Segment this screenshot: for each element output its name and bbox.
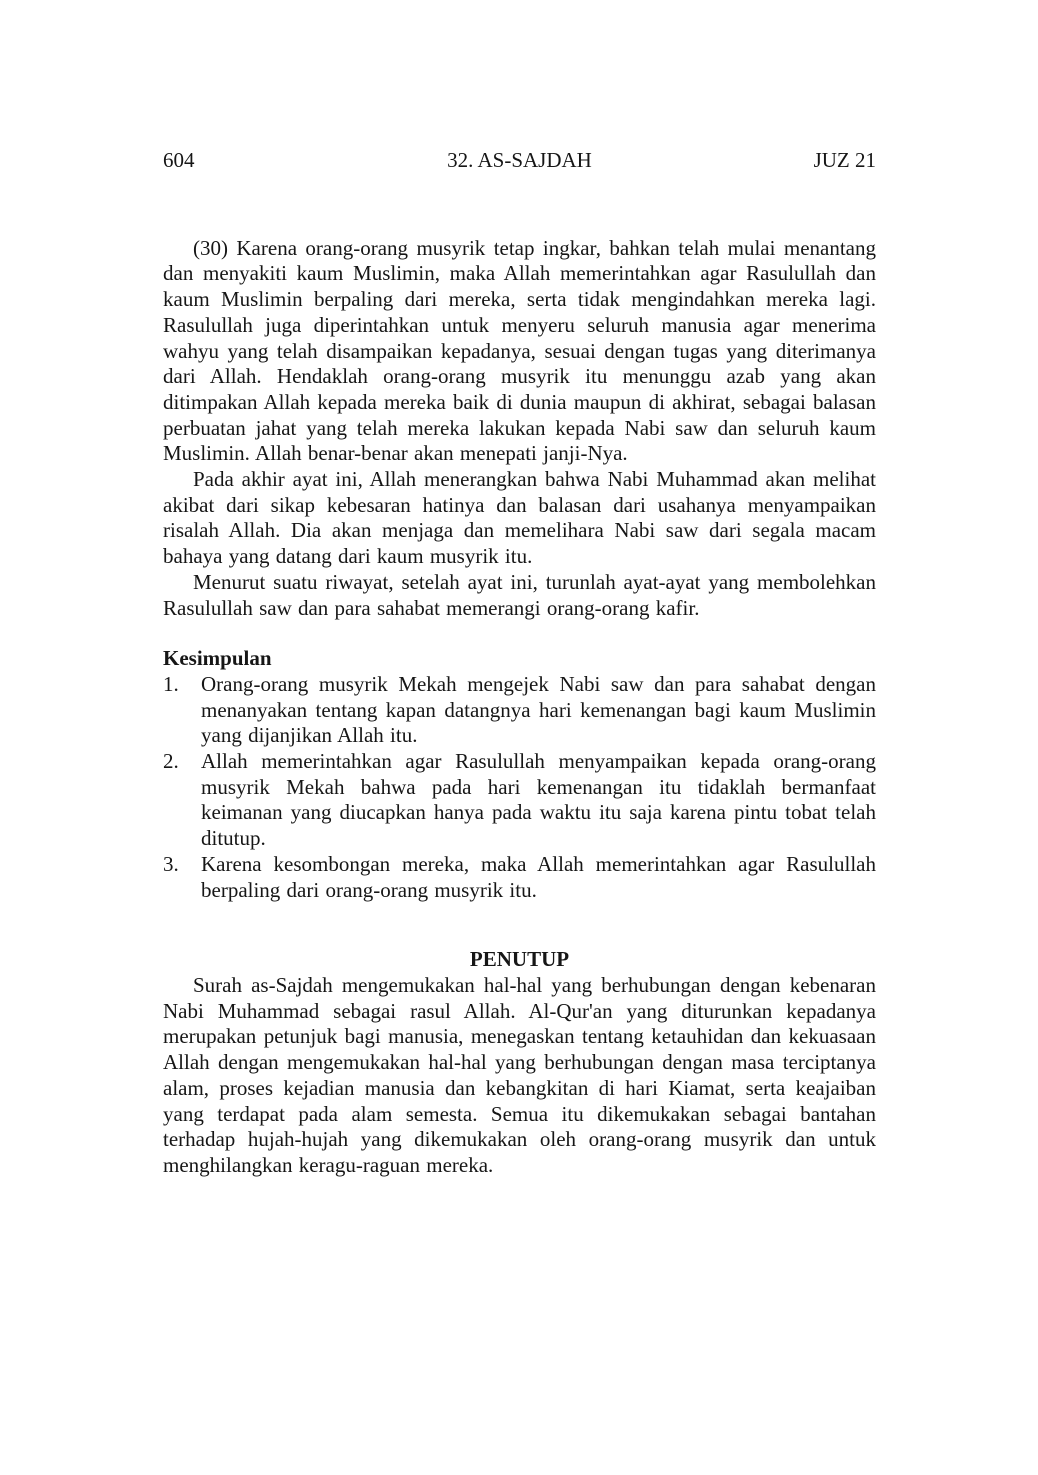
list-item-number: 3.: [163, 851, 179, 876]
page-number: 604: [163, 148, 195, 172]
list-item-text: Orang-orang musyrik Mekah mengejek Nabi saw dan para sahabat dengan menanyakan tentang kapan datangnya hari kemenangan bagi kaum Muslimin yang dijanjikan Allah itu.: [201, 671, 876, 748]
kesimpulan-list: [163, 672, 876, 903]
list-item: [163, 852, 876, 903]
list-item-number: 1.: [163, 671, 179, 696]
list-item-text: Allah memerintahkan agar Rasulullah menyampaikan kepada orang-orang musyrik Mekah bahwa pada hari kemenangan itu tidaklah bermanfaat keimanan yang diucapkan hanya pada waktu itu saja karena pintu tobat telah ditutup.: [201, 749, 876, 851]
penutup-heading: PENUTUP: [469, 947, 570, 972]
list-item-number: 2.: [163, 749, 179, 774]
kesimpulan-heading: Kesimpulan: [163, 646, 272, 671]
list-item-text: Karena kesombongan mereka, maka Allah memerintahkan agar Rasulullah berpaling dari orang-orang musyrik itu.: [201, 851, 876, 902]
page-content: [163, 148, 876, 1179]
page-header: [163, 148, 876, 174]
paragraph-riwayat: Menurut suatu riwayat, setelah ayat ini, turunlah ayat-ayat yang membolehkan Rasulullah saw dan para sahabat memerangi orang-orang kafir.: [163, 569, 876, 620]
running-title: 32. AS-SAJDAH: [447, 148, 592, 172]
paragraph-penutup: Surah as-Sajdah mengemukakan hal-hal yang berhubungan dengan kebenaran Nabi Muhammad sebagai rasul Allah. Al-Qur'an yang diturunkan kepadanya merupakan petunjuk bagi manusia, menegaskan tentang ketauhidan dan kekuasaan Allah dengan mengemukakan hal-hal yang berhubungan dengan masa terciptanya alam, proses kejadian manusia dan kebangkitan di hari Kiamat, serta keajaiban yang terdapat pada alam semesta. Semua itu dikemukakan sebagai bantahan terhadap hujah-hujah yang dikemukakan oleh orang-orang musyrik dan untuk menghilangkan keragu-raguan mereka.: [163, 972, 876, 1177]
paragraph-ayat-30: (30) Karena orang-orang musyrik tetap ingkar, bahkan telah mulai menantang dan menyakiti kaum Muslimin, maka Allah memerintahkan agar Rasulullah dan kaum Muslimin berpaling dari mereka, serta tidak mengindahkan mereka lagi. Rasulullah juga diperintahkan untuk menyeru seluruh manusia agar menerima wahyu yang telah disampaikan kepadanya, sesuai dengan tugas yang diterimanya dari Allah. Hendaklah orang-orang musyrik itu menunggu azab yang akan ditimpakan Allah kepada mereka baik di dunia maupun di akhirat, sebagai balasan perbuatan jahat yang telah mereka lakukan kepada Nabi saw dan seluruh kaum Muslimin. Allah benar-benar akan menepati janji-Nya.: [163, 235, 876, 466]
paragraph-akhir-ayat: Pada akhir ayat ini, Allah menerangkan bahwa Nabi Muhammad akan melihat akibat dari sikap kebesaran hatinya dan balasan dari usahanya menyampaikan risalah Allah. Dia akan menjaga dan memelihara Nabi saw dari segala macam bahaya yang datang dari kaum musyrik itu.: [163, 467, 876, 569]
juz-label: JUZ 21: [813, 148, 876, 172]
list-item: [163, 672, 876, 749]
body-text: [163, 236, 876, 1179]
list-item: [163, 749, 876, 852]
